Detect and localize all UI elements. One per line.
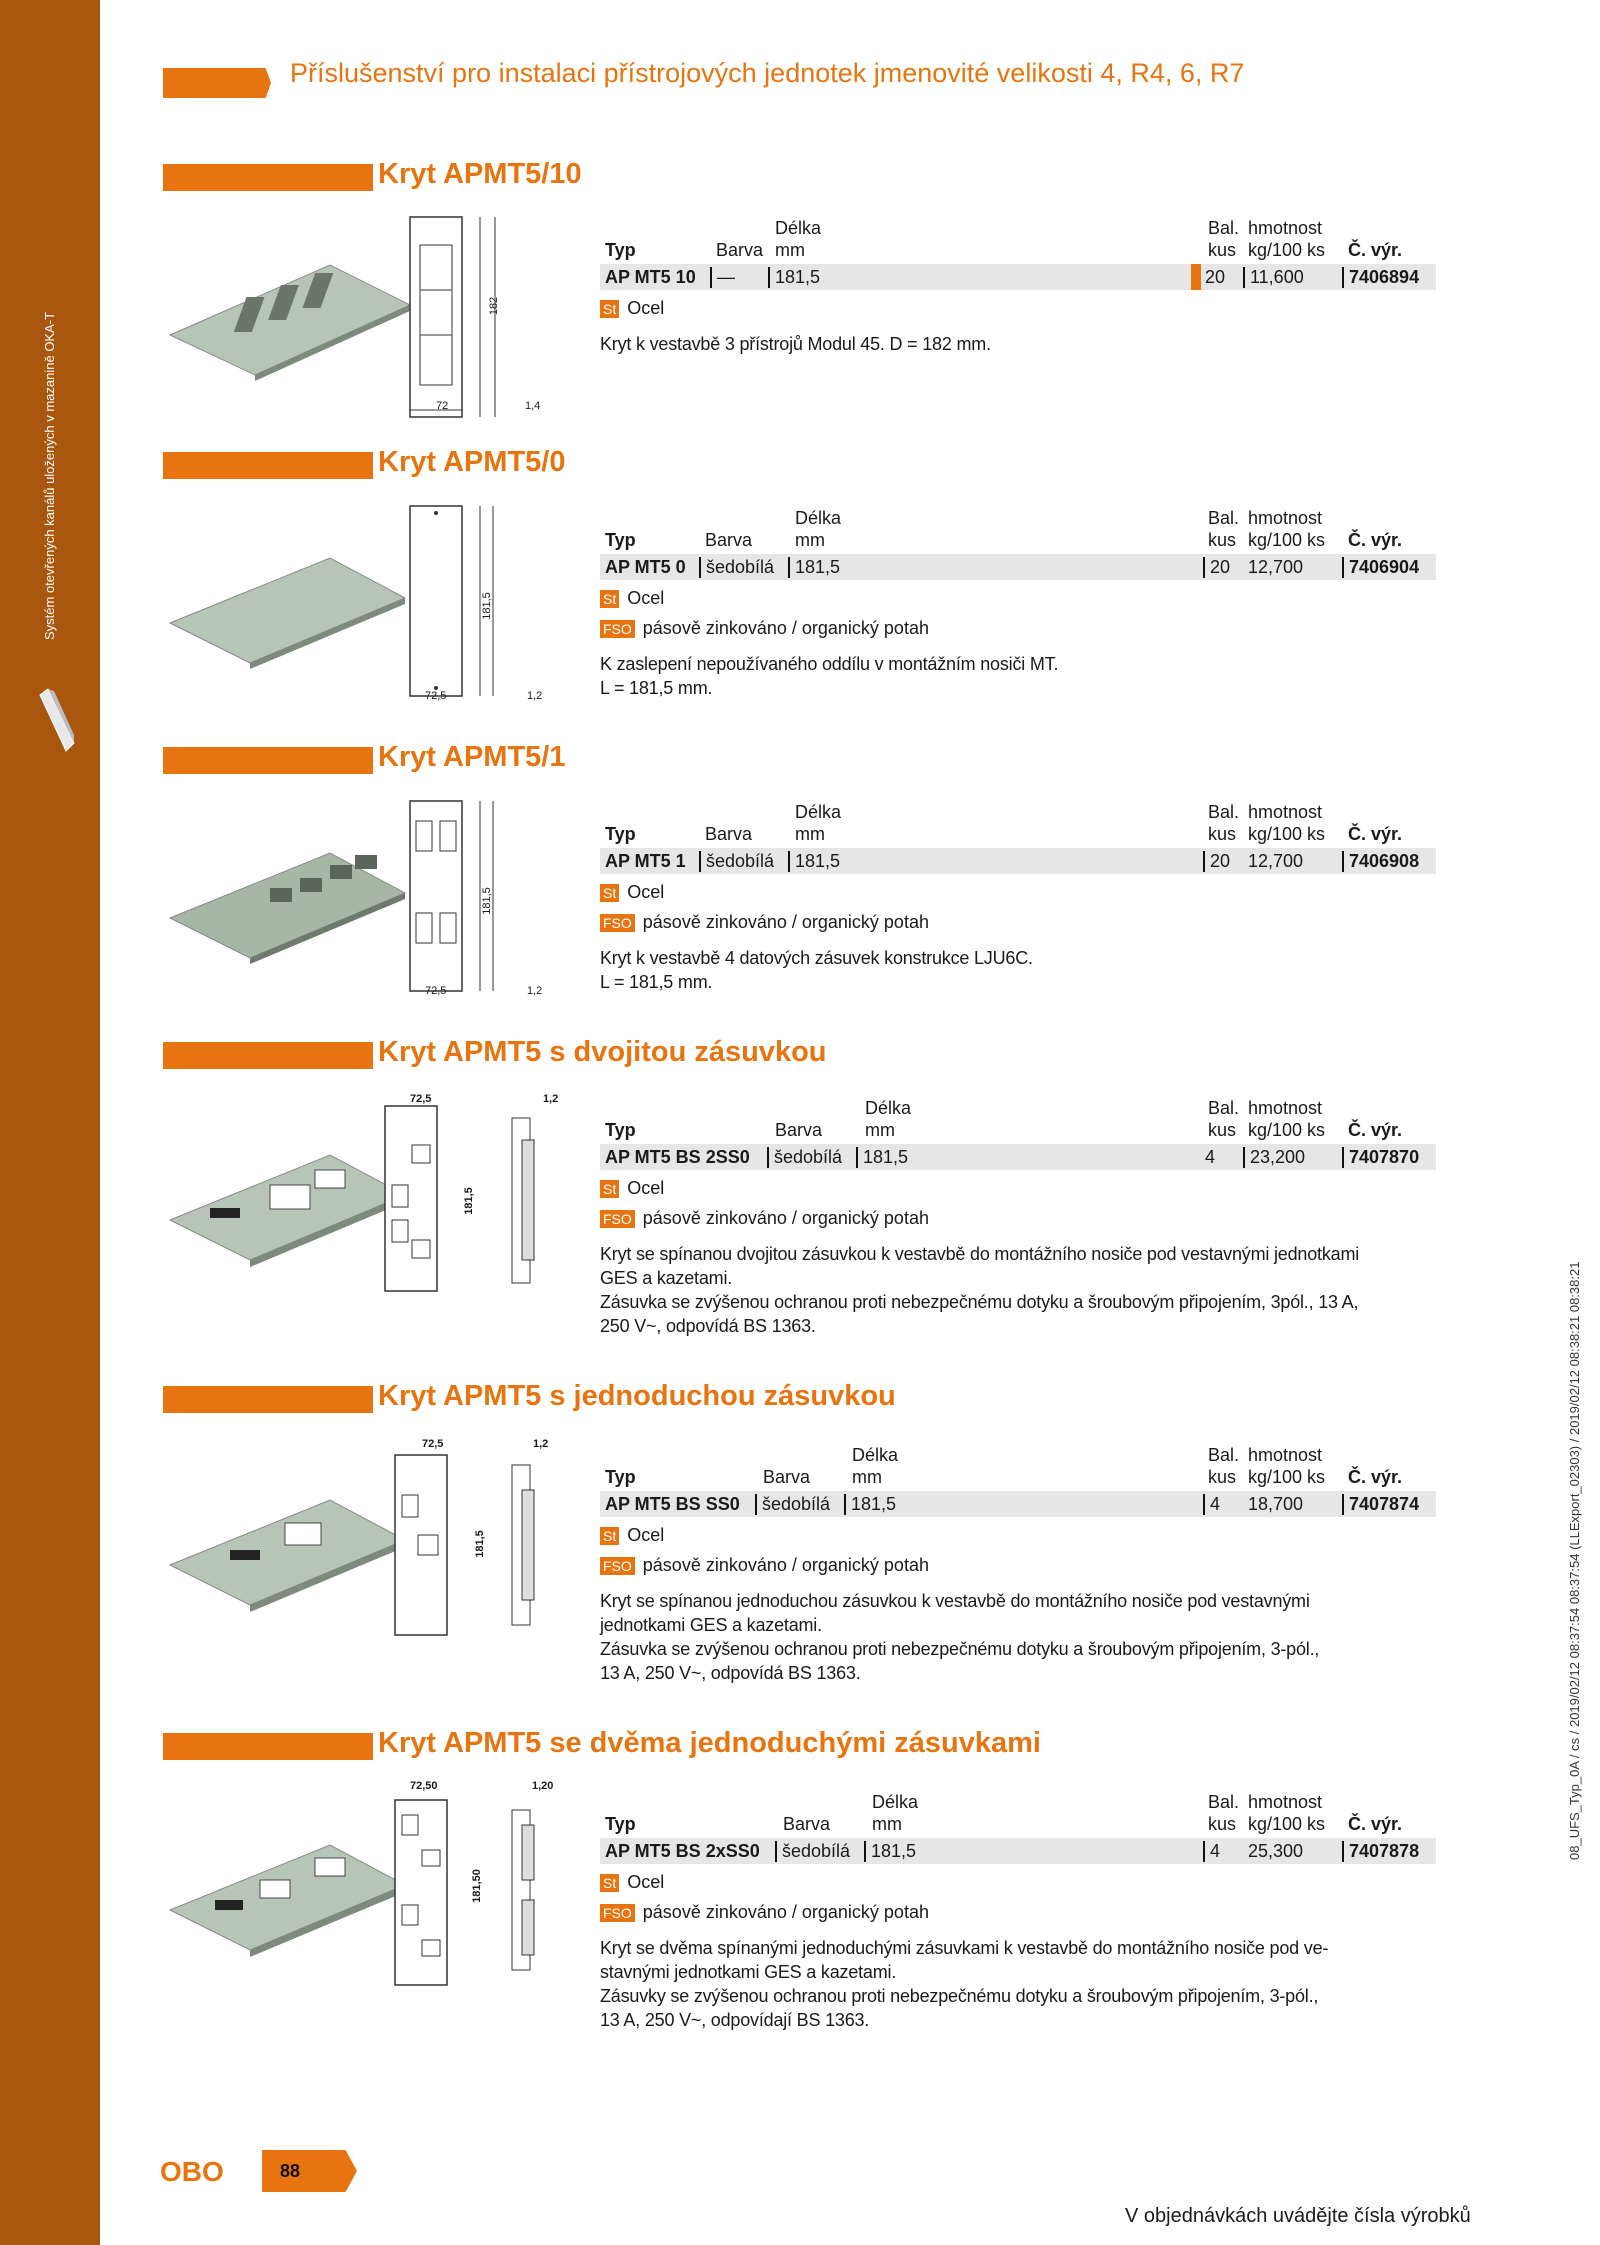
product-image-apmt5-double-socket <box>160 1090 560 1300</box>
dim-length: 181,5 <box>462 1187 475 1215</box>
section-title: Kryt APMT5/1 <box>378 741 566 773</box>
description: Kryt se spínanou jednoduchou zásuvkou k vestavbě do montážního nosiče pod vestavnými jednotkami GES a kazetami. Zásuvka se zvýšenou ochranou proti nebezpečnému dotyku a šroubovým připojením, 3-pól., 13 A, 250 V~, odpovídá BS 1363. <box>600 1591 1320 1683</box>
material-st: St Ocel <box>600 1872 1436 1894</box>
section-title: Kryt APMT5/0 <box>378 446 566 478</box>
section-bar <box>163 1733 373 1760</box>
description: K zaslepení nepoužívaného oddílu v montážním nosiči MT. L = 181,5 mm. <box>600 654 1059 698</box>
dim-thickness: 1,20 <box>532 1780 554 1792</box>
table-row: AP MT5 BS 2xSS0 šedobílá 181,5 4 25,300 7407878 <box>600 1838 1436 1864</box>
dim-width: 72,5 <box>425 690 447 702</box>
table-row: AP MT5 BS SS0 šedobílá 181,5 4 18,700 7407874 <box>600 1491 1436 1517</box>
dim-thickness: 1,2 <box>533 1438 549 1450</box>
material-st: St Ocel <box>600 1178 1436 1200</box>
section-title: Kryt APMT5 se dvěma jednoduchými zásuvkami <box>378 1727 1041 1759</box>
svg-text:OBO: OBO <box>160 2156 224 2186</box>
section-bar <box>163 1042 373 1069</box>
dim-width: 72,50 <box>410 1780 438 1792</box>
material-st: St Ocel <box>600 882 1436 904</box>
product-table: Délka Bal. hmotnost Typ Barva mm kus kg/100 ks Č. výr. AP MT5 BS SS0 šedobílá 181,5 4 18,700 7407874 St Ocel FSO pásově zinkováno / organický potah Kryt se spínanou jednoduchou zásuvkou k vestavbě do montážního nosiče pod vestavnými jednotkami GES a kazetami. Zásuvka se zvýšenou ochranou proti nebezpečnému dotyku a šroubovým připojením, 3-pól., 13 A, 250 V~, odpovídá BS 1363. <box>600 1445 1436 1685</box>
section-bar <box>163 452 373 479</box>
section-bar <box>163 747 373 774</box>
dim-thickness: 1,4 <box>525 400 541 412</box>
product-table: Délka Bal. hmotnost Typ Barva mm kus kg/100 ks Č. výr. AP MT5 BS 2SS0 šedobílá 181,5 4 23,200 7407870 St Ocel FSO pásově zinkováno / organický potah Kryt se spínanou dvojitou zásuvkou k vestavbě do montážního nosiče pod vestavnými jednotkami GES a kazetami. Zásuvka se zvýšenou ochranou proti nebezpečnému dotyku a šroubovým připojením, 3pól., 13 A, 250 V~, odpovídá BS 1363. <box>600 1098 1436 1338</box>
footer-note: V objednávkách uvádějte čísla výrobků <box>1125 2205 1471 2227</box>
dim-thickness: 1,2 <box>527 985 543 997</box>
material-fso: FSO pásově zinkováno / organický potah <box>600 1902 1436 1924</box>
dim-thickness: 1,2 <box>543 1093 559 1105</box>
obo-logo <box>160 2156 240 2186</box>
dim-length: 181,5 <box>480 887 493 915</box>
material-st: St Ocel <box>600 298 1436 320</box>
description: Kryt k vestavbě 4 datových zásuvek konstrukce LJU6C. L = 181,5 mm. <box>600 948 1033 992</box>
product-image-apmt5-two-sockets <box>160 1780 560 1990</box>
description: Kryt k vestavbě 3 přístrojů Modul 45. D = 182 mm. <box>600 334 991 354</box>
channel-icon <box>36 685 76 755</box>
material-fso: FSO pásově zinkováno / organický potah <box>600 1555 1436 1577</box>
section-title: Kryt APMT5 s jednoduchou zásuvkou <box>378 1380 896 1412</box>
dim-width: 72,5 <box>425 985 447 997</box>
dim-thickness: 1,2 <box>527 690 543 702</box>
description: Kryt se spínanou dvojitou zásuvkou k vestavbě do montážního nosiče pod vestavnými jednotkami GES a kazetami. Zásuvka se zvýšenou ochranou proti nebezpečnému dotyku a šroubovým připojením, 3pól., 13 A, 250 V~, odpovídá BS 1363. <box>600 1244 1360 1336</box>
description: Kryt se dvěma spínanými jednoduchými zásuvkami k vestavbě do montážního nosiče pod ve- stavnými jednotkami GES a kazetami. Zásuvky se zvýšenou ochranou proti nebezpečnému dotyku a šroubovým připojením, 3-pól., 13 A, 250 V~, odpovídají BS 1363. <box>600 1938 1329 2030</box>
dim-width: 72 <box>436 400 449 412</box>
document-code: 08_UFS_Typ_0A / cs / 2019/02/12 08:37:54 08:37:54 (LLExport_02303) / 2019/02/12 08:38:21 08:38:21 <box>1567 1261 1582 1860</box>
dim-length: 181,5 <box>480 592 493 620</box>
material-fso: FSO pásově zinkováno / organický potah <box>600 1208 1436 1230</box>
page-number: 88 <box>280 2161 301 2181</box>
product-image-apmt5-0 <box>160 498 560 708</box>
table-row: AP MT5 10 — 181,5 20 11,600 7406894 <box>600 264 1436 290</box>
sidebar-text: Systém otevřených kanálů uložených v mazanině OKA-T <box>42 311 57 640</box>
dim-length: 181,50 <box>470 1869 483 1903</box>
product-table: Délka Bal. hmotnost Typ Barva mm kus kg/100 ks Č. výr. AP MT5 10 — 181,5 20 11,600 7406894 St Ocel Kryt k vestavbě 3 přístrojů Modul 45. D = 182 mm. <box>600 218 1436 356</box>
section-bar <box>163 164 373 191</box>
dim-length: 182 <box>488 296 501 316</box>
product-image-apmt5-single-socket <box>160 1435 560 1645</box>
page-title: Příslušenství pro instalaci přístrojových jednotek jmenovité velikosti 4, R4, 6, R7 <box>290 58 1245 88</box>
dim-length: 181,5 <box>473 1530 486 1558</box>
page-number-tab <box>262 2150 357 2192</box>
product-table: Délka Bal. hmotnost Typ Barva mm kus kg/100 ks Č. výr. AP MT5 1 šedobílá 181,5 20 12,700 7406908 St Ocel FSO pásově zinkováno / organický potah Kryt k vestavbě 4 datových zásuvek konstrukce LJU6C. L = 181,5 mm. <box>600 802 1436 994</box>
product-table: Délka Bal. hmotnost Typ Barva mm kus kg/100 ks Č. výr. AP MT5 BS 2xSS0 šedobílá 181,5 4 25,300 7407878 St Ocel FSO pásově zinkováno / organický potah Kryt se dvěma spínanými jednoduchými zásuvkami k vestavbě do montážního nosiče pod ve- stavnými jednotkami GES a kazetami. Zásuvky se zvýšenou ochranou proti nebezpečnému dotyku a šroubovým připojením, 3-pól., 13 A, 250 V~, odpovídají BS 1363. <box>600 1792 1436 2032</box>
product-image-apmt5-1 <box>160 793 560 1003</box>
section-bar <box>163 1386 373 1413</box>
material-st: St Ocel <box>600 588 1436 610</box>
product-table: Délka Bal. hmotnost Typ Barva mm kus kg/100 ks Č. výr. AP MT5 0 šedobílá 181,5 20 12,700 7406904 St Ocel FSO pásově zinkováno / organický potah K zaslepení nepoužívaného oddílu v montážním nosiči MT. L = 181,5 mm. <box>600 508 1436 700</box>
dim-width: 72,5 <box>410 1093 432 1105</box>
table-row: AP MT5 0 šedobílá 181,5 20 12,700 7406904 <box>600 554 1436 580</box>
table-row: AP MT5 1 šedobílá 181,5 20 12,700 7406908 <box>600 848 1436 874</box>
material-fso: FSO pásově zinkováno / organický potah <box>600 618 1436 640</box>
material-fso: FSO pásově zinkováno / organický potah <box>600 912 1436 934</box>
dim-width: 72,5 <box>422 1438 444 1450</box>
section-title: Kryt APMT5/10 <box>378 158 582 190</box>
material-st: St Ocel <box>600 1525 1436 1547</box>
table-row: AP MT5 BS 2SS0 šedobílá 181,5 4 23,200 7407870 <box>600 1144 1436 1170</box>
section-title: Kryt APMT5 s dvojitou zásuvkou <box>378 1036 827 1068</box>
header-tab <box>163 68 271 98</box>
